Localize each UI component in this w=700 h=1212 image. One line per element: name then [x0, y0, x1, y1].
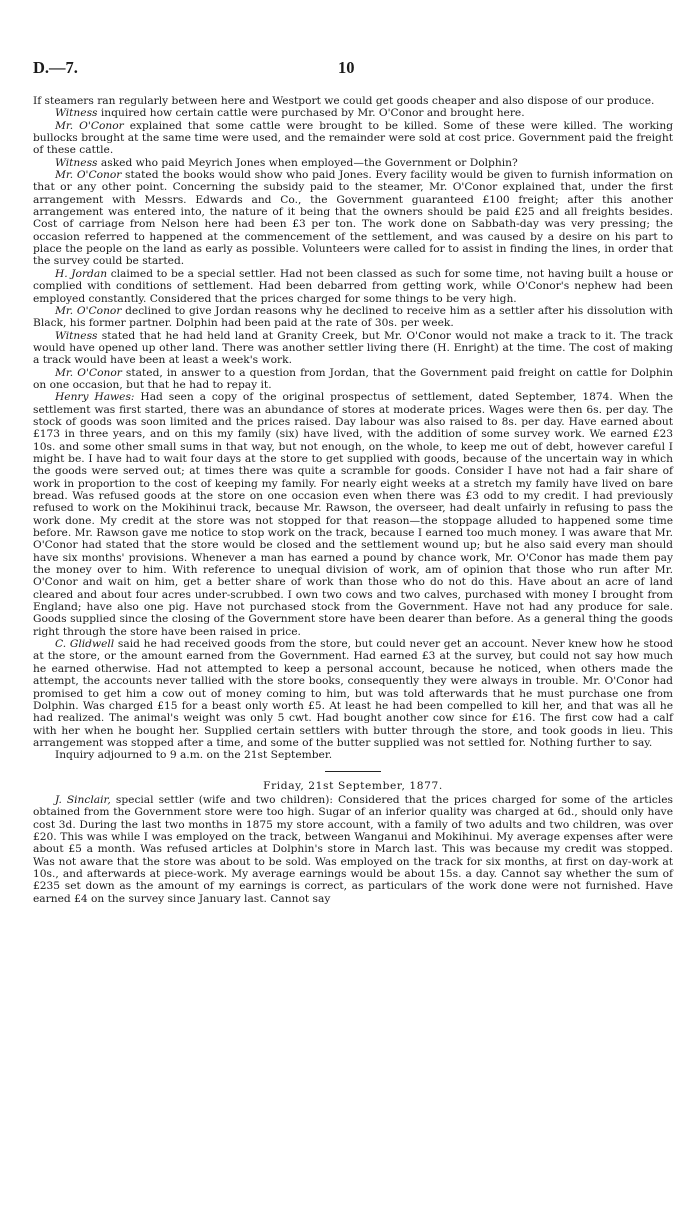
- paragraph-text: Inquiry adjourned to 9 a.m. on the 21st September.: [55, 748, 333, 762]
- speaker-name: H. Jordan: [55, 266, 108, 280]
- paragraph: [33, 367, 673, 392]
- paragraph-text: inquired how certain cattle were purchased by Mr. O'Conor and brought here.: [97, 106, 525, 120]
- paragraph: [33, 268, 673, 305]
- section-reference: D.—7.: [33, 58, 78, 77]
- speaker-name: C. Glidwell: [55, 637, 115, 651]
- speaker-name: J. Sinclair,: [55, 792, 111, 806]
- speaker-name: Henry Hawes:: [55, 390, 135, 404]
- paragraph: [33, 749, 673, 761]
- paragraph: [33, 794, 673, 905]
- speaker-name: Witness: [55, 106, 98, 120]
- paragraph-text: stated that he had held land at Granity Creek, but Mr. O'Conor would not make a track to it. The track would have opened up other land. There was another settler living there (H. Enright) at the time. The cost of making a track would have been at least a week's work.: [33, 328, 673, 367]
- paragraph: [33, 330, 673, 367]
- paragraph-text: said he had received goods from the store, but could never get an account. Never knew how he stood at the store, or the amount earned from the Government. Had earned £3 at the survey, but could not say how much he earned otherwise. Had not attempted to keep a personal account, because he noticed, when others made the attempt, the accounts never tallied with the store books, consequently they were always in trouble. Mr. O'Conor had promised to get him a cow out of money coming to him, but was told afterwards that he must purchase one from Dolphin. Was charged £15 for a beast only worth £5. At least he had been compelled to kill her, and that was all he had realized. The animal's weight was only 5 cwt. Had bought another cow since for £16. The first cow had a calf with her when he bought her. Supplied certain settlers with butter through the store, and took goods in lieu. This arrangement was stopped after a time, and some of the butter supplied was not settled for. Nothing further to say.: [33, 637, 674, 749]
- paragraph: [33, 305, 673, 330]
- page-number: 10: [338, 58, 355, 77]
- speaker-name: Mr. O'Conor: [55, 118, 124, 132]
- paragraph: [33, 638, 673, 749]
- paragraph-text: stated, in answer to a question from Jordan, that the Government paid freight on cattle for Dolphin on one occasion, but that he had to repay it.: [33, 365, 673, 391]
- paragraph-text: explained that some cattle were brought to be killed. Some of these were killed. The working bullocks brought at the same time were used, and the remainder were sold at cost price. Government paid the freight of these cattle.: [33, 118, 673, 157]
- speaker-name: Mr. O'Conor: [55, 365, 122, 379]
- paragraph-text: special settler (wife and two children): Considered that the prices charged for some of the articles obtained from the Government store were too high. Sugar of an inferior quality was charged at 6d., should only have cost 3d. During the last two months in 1875 my store account, with a family of two adults and two children, was over £20. This was while I was employed on the track, between Wanganui and Mokihinui. My average expenses after were about £5 a month. Was refused articles at Dolphin's store in March last. This was because my credit was stopped. Was not aware that the store was about to be sold. Was employed on the track for six months, at first on day-work at 10s., and afterwards at piece-work. My average earnings would be about 15s. a day. Cannot say whether the sum of £235 set down as the amount of my earnings is correct, as particulars of the work done were not furnished. Have earned £4 on the survey since January last. Cannot say: [33, 792, 673, 905]
- paragraph: [33, 391, 673, 638]
- speaker-name: Mr. O'Conor: [55, 168, 122, 182]
- paragraph-text: stated the books would show who paid Jones. Every facility would be given to furnish information on that or any other point. Concerning the subsidy paid to the steamer, Mr. O'Conor explained that, under the first arrangement with Messrs. Edwards and Co., the Government guaranteed £100 freight; after this another arrangement was entered into, the nature of it being that the owners should be paid £25 and all freights besides. Cost of carriage from Nelson here had been £3 per ton. The work done on Sabbath-day was very pressing; the occasion referred to happened at the commencement of the settlement, and was caused by a desire on his part to place the people on the land as early as possible. Volunteers were called for to assist in finding the lines, in order that the survey could be started.: [33, 168, 673, 268]
- day-heading: Friday, 21st September, 1877.: [263, 778, 443, 792]
- paragraph-text: asked who paid Meyrich Jones when employed—the Government or Dolphin?: [97, 155, 518, 169]
- paragraph-text: claimed to be a special settler. Had not been classed as such for some time, not having built a house or complied with conditions of settlement. Had been debarred from getting work, while O'Conor's nephew had been employed constantly. Considered that the prices charged for some things to be very high.: [33, 266, 673, 305]
- paragraph-text: If steamers ran regularly between here and Westport we could get goods cheaper and also dispose of our produce.: [33, 94, 655, 107]
- paragraph: [33, 169, 673, 268]
- document-body: [33, 95, 673, 905]
- speaker-name: Witness: [55, 328, 98, 342]
- paragraph: [33, 120, 673, 157]
- speaker-name: Mr. O'Conor: [55, 303, 122, 317]
- speaker-name: Witness: [55, 155, 98, 169]
- paragraph-text: declined to give Jordan reasons why he declined to receive him as a settler after his dissolution with Black, his former partner. Dolphin had been paid at the rate of 30s. per week.: [33, 303, 673, 330]
- section-divider: [325, 771, 381, 772]
- paragraph-text: Had seen a copy of the original prospectus of settlement, dated September, 1874. When the settlement was first started, there was an abundance of stores at moderate prices. Wages were then 6s. per day. The stock of goods was soon limited and the prices raised. Day labour was also raised to 8s. per day. Have earned about £173 in three years, and on this my family (six) have lived, with the addition of some survey work. We earned £23 10s. and some other small sums in that way, but not enough, on the whole, to keep me out of debt, however careful I might be. I have had to wait four days at the store to get supplied with goods, because of the uncertain way in which the goods were served out; at times there was quite a scramble for goods. Consider I have not had a fair share of work in proportion to the cost of keeping my family. For nearly eight weeks at a stretch my family have lived on bare bread. Was refused goods at the store on one occasion even when there was £3 odd to my credit. I had previously refused to work on the Mokihinui track, because Mr. Rawson, the overseer, had dealt unfairly in refusing to pass the work done. My credit at the store was not stopped for that reason—the stoppage alluded to happened some time before. Mr. Rawson gave me notice to stop work on the track, because I earned too much money. I was aware that Mr. O'Conor had stated that the store would be closed and the settlement wound up; but he also said every man should have six months' provisions. Whenever a man has earned a pound by chance work, Mr. O'Conor has made them pay the money over to him. With reference to unequal division of work, am of opinion that those who run after Mr. O'Conor and wait on him, get a better share of work than those who do not do this. Have about an acre of land cleared and about four acres under-scrubbed. I own two cows and two calves, purchased with money I brought from England; have also one pig. Have not purchased stock from the Government. Have not had any produce for sale. Goods supplied since the closing of the Government store have been dearer than before. As a general thing the goods right through the store have been raised in price.: [33, 390, 673, 638]
